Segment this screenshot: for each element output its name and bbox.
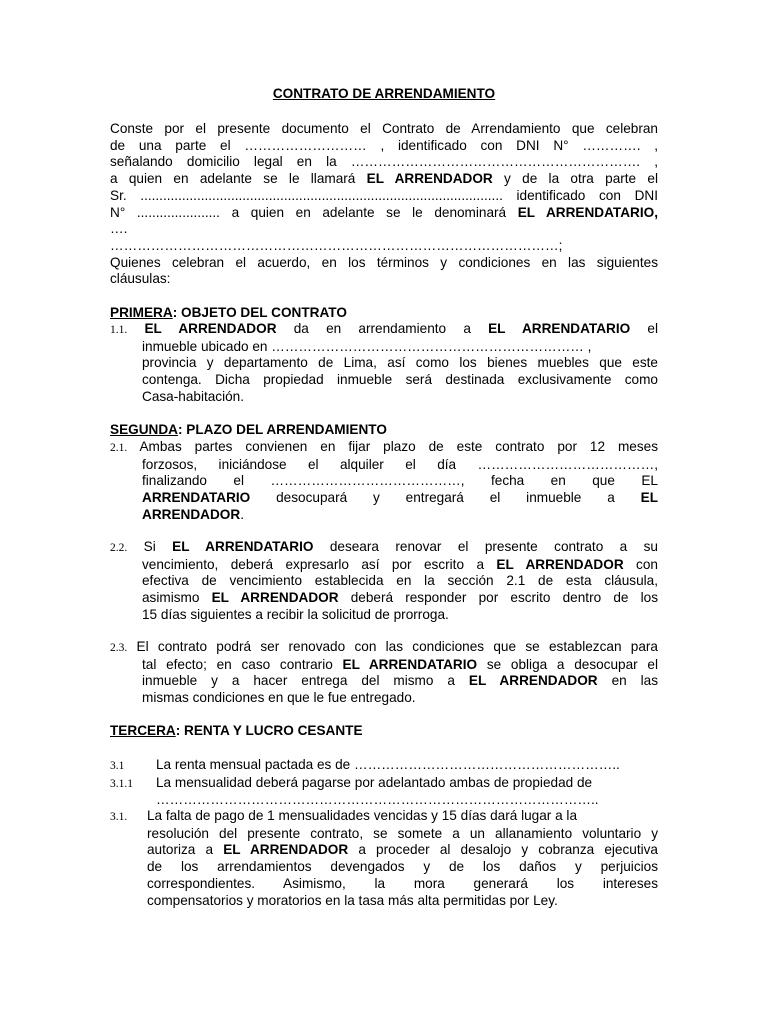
clause-line: resolución del presente contrato, se somete a un allanamiento voluntario y [147,825,658,841]
arrendador-label: EL ARRENDADOR [496,556,624,572]
arrendador-label: EL ARRENDADOR [144,321,277,336]
clause-line: correspondientes. Asimismo, la mora generará los intereses [147,875,658,891]
intro-text: N° ...................... a quien en adelante se le denominará [110,204,518,220]
clause-2-3 [110,639,658,707]
clause-text: tal efecto; en caso contrario [142,656,343,672]
clause-line [110,757,658,775]
arrendatario-label: EL ARRENDATARIO, [517,204,658,220]
clause-line [110,321,658,339]
clause-text: El contrato podrá ser renovado con las condiciones que se establezcan para [136,639,658,654]
clause-heading-tercera [110,723,658,740]
intro-line: ………………………………………………………………………………………; [110,237,563,253]
clause-line: 15 días siguientes a recibir la solicitud de prorroga. [142,606,449,622]
clause-heading-text: : PLAZO DEL ARRENDAMIENTO [177,422,387,437]
clause-text: La falta de pago de 1 mensualidades vencidas y 15 días dará lugar a la [147,808,578,823]
clause-heading-label: TERCERA [110,723,176,738]
arrendatario-label: EL ARRENDATARIO [342,656,478,672]
arrendatario-label: EL ARRENDATARIO [488,321,631,336]
clause-heading-label: PRIMERA [110,305,173,320]
arrendador-label: EL [640,490,658,506]
clause-heading-primera [110,305,658,322]
clause-line: …………………………………………………………………………………….. [156,792,599,808]
clause-text: deseara renovar el presente contrato a su [313,539,658,554]
clause-3-1 [110,757,658,809]
clause-line [110,657,658,674]
clause-line: efectiva de vencimiento establecida en la sección 2.1 de esta cláusula, [142,573,658,589]
intro-line: Conste por el presente documento el Contrato de Arrendamiento que celebran [110,121,658,136]
clause-number: 3.1. [110,811,128,823]
clause-line [110,842,658,859]
clause-line: mismas condiciones en que le fue entregado. [142,690,416,706]
clause-line [110,507,658,524]
clause-number: 3.1 [110,760,125,772]
clause-text: vencimiento, deberá expresarlo así por escrito a [142,556,497,572]
clause-line [110,473,658,490]
clause-line: contenga. Dicha propiedad inmueble será destinada exclusivamente como [142,372,658,388]
clause-text: Si [143,539,173,554]
clause-line: provincia y departamento de Lima, así como los bienes muebles que este [142,355,658,371]
clause-text: inmueble y a hacer entrega del mismo a [142,673,469,689]
clause-text: se obliga a desocupar el [477,656,658,672]
clause-line: inmueble ubicado en …………………………………………………………… , [142,338,592,354]
intro-line: de una parte el ……………………… , identificado con DNI N° …………. , [110,137,658,153]
clause-text: asimismo [142,590,212,606]
clause-number: 3.1.1 [110,777,133,790]
clause-text: . [240,506,244,522]
intro-paragraph [110,121,658,288]
clause-text: La mensualidad deberá pagarse por adelantado ambas de propiedad de [156,774,593,790]
clause-text: en las [597,673,659,689]
clause-line [110,590,658,607]
arrendador-label: EL ARRENDADOR [366,171,493,187]
clause-number: 1.1. [110,324,128,336]
intro-text: a quien en adelante se le llamará [110,171,367,187]
arrendatario-label: EL ARRENDATARIO [172,539,314,554]
clause-heading-text: : OBJETO DEL CONTRATO [172,305,347,320]
clause-heading-text: : RENTA Y LUCRO CESANTE [175,723,363,738]
clause-line [110,639,658,657]
clause-heading-label: SEGUNDA [110,422,178,437]
clause-heading-segunda [110,422,658,439]
clause-text: a proceder al desalojo y cobranza ejecutiva [348,842,658,858]
intro-line: señalando domicilio legal en la ………………………………………………………. , [110,154,658,170]
arrendador-label: ARRENDADOR [142,506,241,522]
clause-text: Ambas partes convienen en fijar plazo de este contrato por 12 meses [139,439,658,454]
clause-line [110,673,658,690]
clause-text: el [630,321,659,336]
arrendador-label: EL ARRENDADOR [211,590,339,606]
clause-text: desocupará y entregará el inmueble a [250,490,641,506]
clause-text: deberá responder por escrito dentro de los [338,590,658,606]
clause-text: da en arrendamiento a [276,321,489,336]
clause-2-1 [110,439,658,524]
clause-text: autoriza a [147,842,224,858]
intro-line: Sr. ................................................................................................ identificado con DNI [110,187,658,203]
clause-text: con [623,556,658,572]
document-title: CONTRATO DE ARRENDAMIENTO [272,86,496,101]
intro-line [110,171,658,188]
clause-number: 2.2. [110,542,128,554]
clause-line: Casa-habitación. [142,388,245,404]
clause-line [110,490,658,507]
clause-number: 2.1. [110,442,128,454]
clause-text: La renta mensual pactada es de ………………………………………………….. [156,757,620,772]
clause-2-2 [110,539,658,624]
clause-line: de los arrendamientos devengados y de los daños y perjuicios [147,859,658,875]
intro-text: y de la otra parte el [492,171,658,187]
clause-line [110,557,658,574]
clause-number: 2.3. [110,642,128,654]
intro-line: cláusulas: [110,271,171,287]
intro-line: …. [110,221,128,237]
clause-line [110,808,658,826]
clause-text: finalizando el ……………………………………, fecha en que EL [142,473,658,489]
intro-line [110,205,658,222]
clause-line [110,775,658,793]
clause-line [110,539,658,557]
arrendatario-label: ARRENDATARIO [142,490,251,506]
clause-line: forzosos, iniciándose el alquiler el día …………………………………, [142,456,658,472]
intro-line: Quienes celebran el acuerdo, en los términos y condiciones en las siguientes [110,254,658,270]
arrendador-label: EL ARRENDADOR [223,842,349,858]
clause-line [110,439,658,457]
clause-3-1-falta [110,808,658,909]
arrendador-label: EL ARRENDADOR [468,673,598,689]
clause-line: compensatorios y moratorios en la tasa más alta permitidas por Ley. [147,892,558,908]
clause-1-1 [110,321,658,406]
